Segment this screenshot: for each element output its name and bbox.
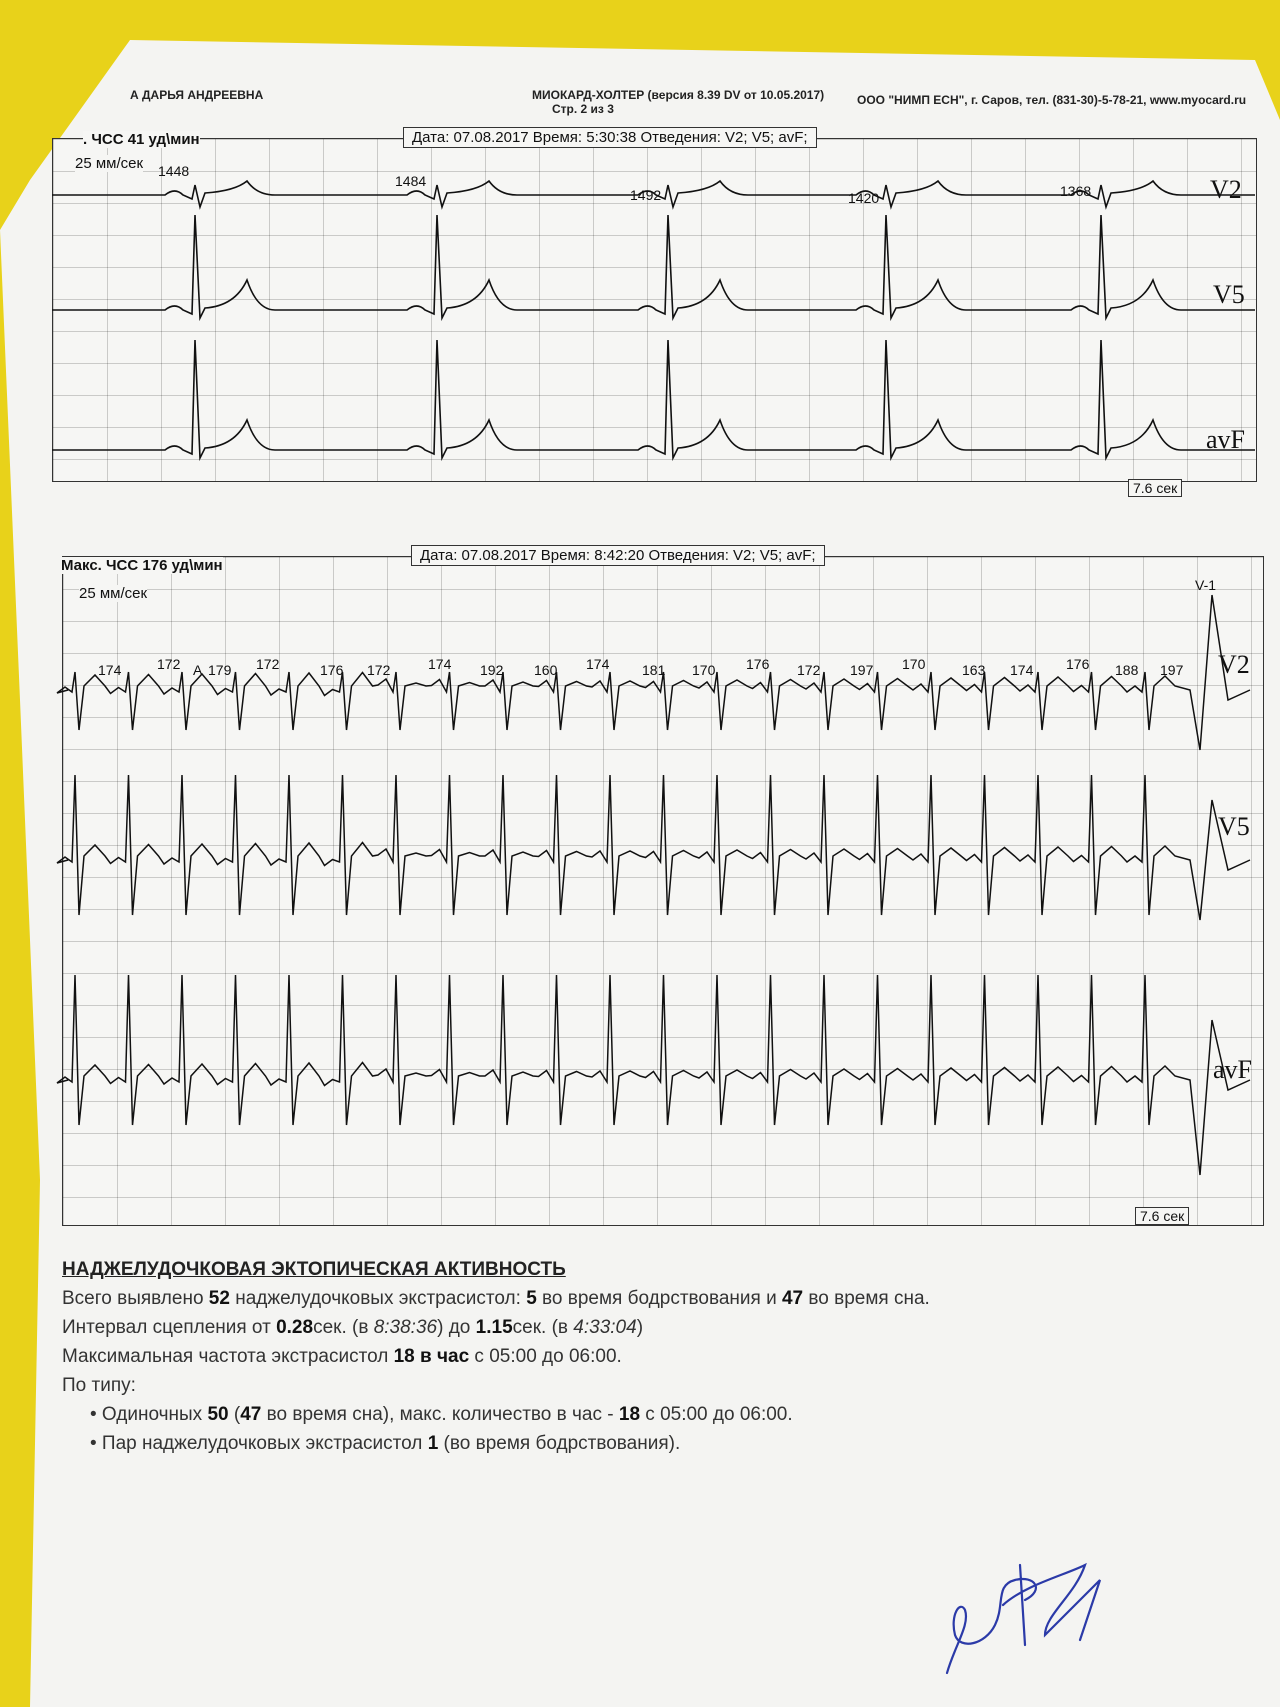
- lead-label: V5: [1218, 812, 1250, 841]
- strip-title: Дата: 07.08.2017 Время: 8:42:20 Отведения: V2; V5; avF;: [411, 545, 825, 566]
- rr-value: 188: [1115, 662, 1139, 678]
- company-info: ООО "НИМП ЕСН", г. Саров, тел. (831-30)-5-78-21, www.myocard.ru: [857, 93, 1247, 107]
- rr-value: 163: [962, 662, 986, 678]
- rr-value: 192: [480, 662, 504, 678]
- lead-label: V2: [1210, 175, 1242, 204]
- strip-scale: 25 мм/сек: [75, 155, 144, 172]
- rr-value: А: [193, 662, 203, 678]
- rr-value: 174: [428, 656, 452, 672]
- report-heading: НАДЖЕЛУДОЧКОВАЯ ЭКТОПИЧЕСКАЯ АКТИВНОСТЬ: [62, 1259, 566, 1280]
- ecg-trace-avF: [57, 975, 1250, 1175]
- lead-label: avF: [1213, 1055, 1252, 1084]
- handwritten-signature-icon: [925, 1545, 1125, 1685]
- rr-value: 1368: [1060, 183, 1092, 199]
- rr-value: 1492: [630, 187, 662, 203]
- report-bullet-single: • Одиночных 50 (47 во время сна), макс. количество в час - 18 с 05:00 до 06:00.: [90, 1404, 793, 1425]
- strip-hr-label: . ЧСС 41 уд\мин: [83, 131, 200, 148]
- lead-label: V2: [1218, 650, 1250, 679]
- rr-value: 1484: [395, 173, 427, 189]
- v1-marker: V-1: [1195, 577, 1217, 593]
- rr-value: 174: [586, 656, 610, 672]
- report-line-interval: Интервал сцепления от 0.28сек. (в 8:38:36) до 1.15сек. (в 4:33:04): [62, 1317, 644, 1338]
- report-line-total: Всего выявлено 52 наджелудочковых экстрасистол: 5 во время бодрствования и 47 во время сна.: [62, 1288, 930, 1309]
- rr-value: 172: [157, 656, 181, 672]
- rr-value: 176: [320, 662, 344, 678]
- rr-value: 181: [642, 662, 666, 678]
- patient-name: А ДАРЬЯ АНДРЕЕВНА: [130, 88, 264, 102]
- rr-value: 1420: [848, 190, 880, 206]
- lead-label: avF: [1206, 425, 1245, 454]
- rr-value: 1448: [158, 163, 190, 179]
- rr-value: 197: [850, 662, 874, 678]
- rr-value: 172: [367, 662, 391, 678]
- report-line-type: По типу:: [62, 1375, 136, 1396]
- rr-value: 160: [534, 662, 558, 678]
- rr-value: 174: [98, 662, 122, 678]
- rr-value: 176: [746, 656, 770, 672]
- strip-duration: 7.6 сек: [1135, 1207, 1189, 1225]
- rr-value: 197: [1160, 662, 1184, 678]
- rr-value: 176: [1066, 656, 1090, 672]
- strip-duration: 7.6 сек: [1128, 479, 1182, 497]
- strip-scale: 25 мм/сек: [79, 585, 148, 602]
- rr-value: 172: [797, 662, 821, 678]
- rr-value: 179: [208, 662, 232, 678]
- lead-label: V5: [1213, 280, 1245, 309]
- ectopic-activity-report: [62, 1255, 1212, 1458]
- report-line-max-rate: Максимальная частота экстрасистол 18 в час с 05:00 до 06:00.: [62, 1346, 622, 1367]
- page-number: Стр. 2 из 3: [552, 102, 614, 116]
- ecg-trace-V5: [57, 775, 1250, 920]
- rr-value: 170: [692, 662, 716, 678]
- strip-hr-label: Макс. ЧСС 176 уд\мин: [61, 557, 223, 574]
- ecg-trace-V2: [57, 595, 1250, 750]
- report-bullet-pairs: • Пар наджелудочковых экстрасистол 1 (во время бодрствования).: [90, 1433, 681, 1454]
- rr-value: 170: [902, 656, 926, 672]
- strip-title: Дата: 07.08.2017 Время: 5:30:38 Отведения: V2; V5; avF;: [403, 127, 817, 148]
- rr-value: 172: [256, 656, 280, 672]
- rr-value: 174: [1010, 662, 1034, 678]
- device-info: МИОКАРД-ХОЛТЕР (версия 8.39 DV от 10.05.2017): [532, 88, 825, 102]
